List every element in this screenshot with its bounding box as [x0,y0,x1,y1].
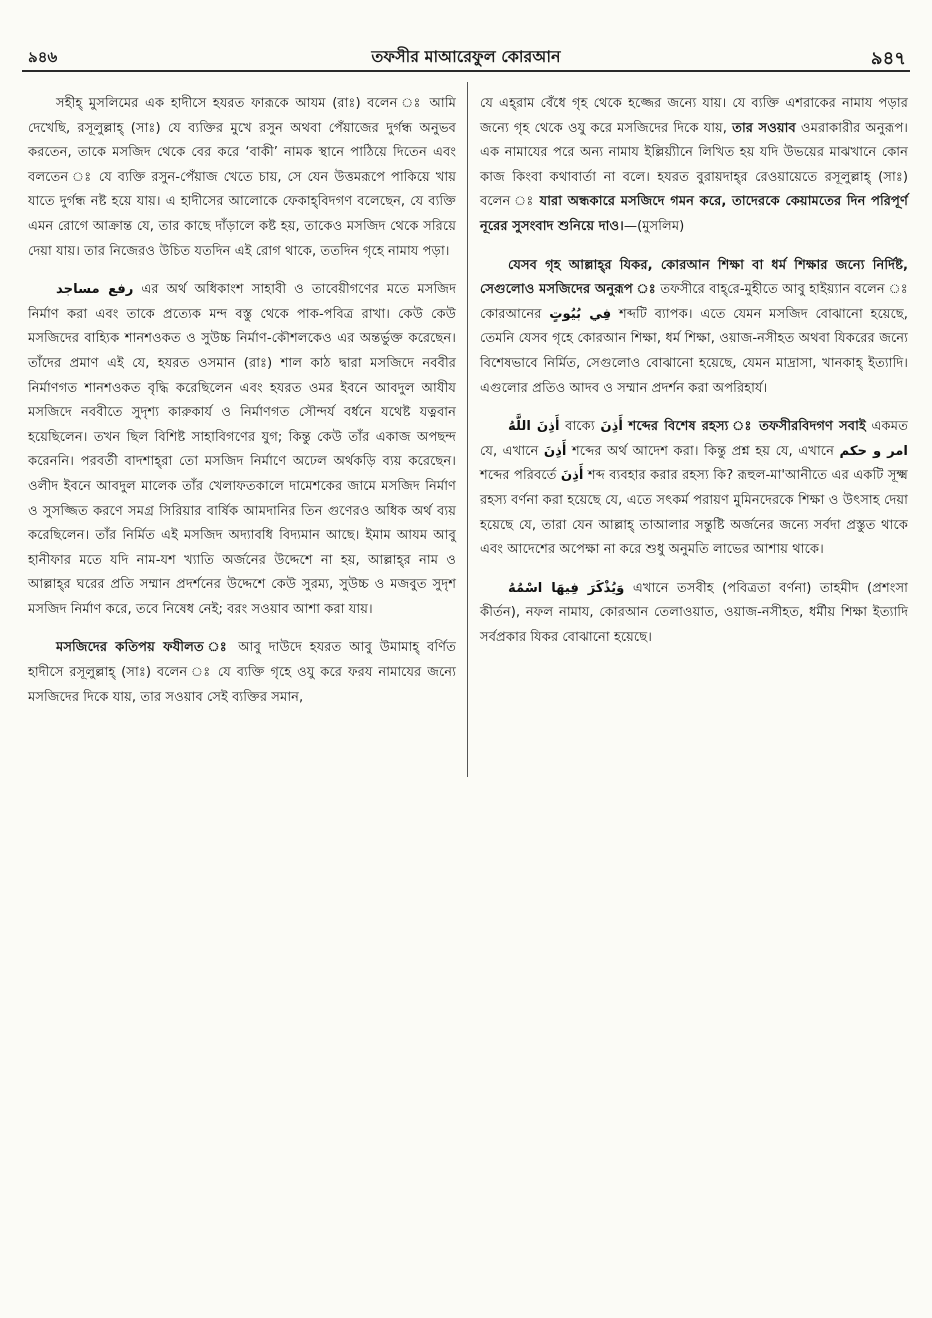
arabic-phrase: وَيُذْكَرَ فِيهَا اسْمُهُ [508,580,625,596]
page-header [22,42,910,72]
citation: —(মুসলিম) [623,218,685,234]
paragraph [480,577,908,651]
paragraph-text: শব্দের অর্থ আদেশ করা। কিন্তু প্রশ্ন হয় যে, এখানে [571,443,834,459]
paragraph [480,92,908,240]
header-rule [22,70,910,72]
paragraph-text: এর অর্থ অধিকাংশ সাহাবী ও তাবেয়ীগণের মতে মসজিদ নির্মাণ করা এবং তাকে প্রত্যেক মন্দ বস্তু থেকে পাক-পবিত্র রাখা। কেউ কেউ মসজিদের বাহ্যিক শানশওকত ও সুউচ্চ নির্মাণ-কৌশলকেও এর অন্তর্ভুক্ত করেছেন। তাঁদের প্রমাণ এই যে, হযরত ওসমান (রাঃ) শাল কাঠ দ্বারা মসজিদে নববীর নির্মাণগত শানশওকত বৃদ্ধি করেছিলেন এবং হযরত ওমর ইবনে আবদুল আযীয মসজিদে নববীতে সুদৃশ্য কারুকার্য ও নির্মাণগত সৌন্দর্য বর্ধনে যথেষ্ট যত্নবান হয়েছিলেন। তখন ছিল বিশিষ্ট সাহাবিগণের যুগ; কিন্তু কেউ তাঁর একাজ অপছন্দ করেননি। পরবর্তী বাদশাহ্‌রা তো মসজিদ নির্মাণে অঢেল অর্থকড়ি ব্যয় করেছেন। ওলীদ ইবনে আবদুল মালেক তাঁর খেলাফতকালে দামেশকের জামে মসজিদ নির্মাণ ও সুসজ্জিত করণে সমগ্র সিরিয়ার বার্ষিক আমদানির তিন গুণেরও অধিক অর্থ ব্যয় করেছিলেন। তাঁর নির্মিত এই মসজিদ অদ্যাবধি বিদ্যমান আছে। ইমাম আযম আবু হানীফার মতে যদি নাম-যশ খ্যাতি অর্জনের উদ্দেশে না হয়, আল্লাহ্‌র নাম ও আল্লাহ্‌র ঘরের প্রতি সম্মান প্রদর্শনের উদ্দেশে কেউ সুরম্য, সুউচ্চ ও মজবুত সুদৃশ মসজিদ নির্মাণ করে, তবে নিষেধ নেই; বরং সওয়াব আশা করা যায়। [28,282,456,617]
left-column [28,92,456,724]
column-divider [467,82,468,777]
paragraph-text: একমত যে, এখানে [480,419,908,459]
arabic-phrase: فِي بُيُوتٍ [549,306,612,322]
page-number-right: ৯৪৭ [870,48,906,69]
section-heading: যেসব গৃহ আল্লাহ্‌র যিকর, কোরআন শিক্ষা বা ধর্ম শিক্ষার জন্যে নির্দিষ্ট, সেগুলোও মসজিদের অনুরূপ ঃ [480,257,908,298]
emphasis-text: তার সওয়াব [732,120,796,136]
running-title: তফসীর মাআরেফুল কোরআন [371,47,561,66]
page-number-left: ৯৪৬ [28,48,58,66]
arabic-phrase: أَذِنَ [560,468,584,484]
paragraph: সহীহ্ মুসলিমের এক হাদীসে হযরত ফারূকে আযম (রাঃ) বলেন ঃ আমি দেখেছি, রসূলুল্লাহ্ (সাঃ) যে ব্যক্তির মুখে রসুন অথবা পেঁয়াজের দুর্গন্ধ অনুভব করতেন, তাকে মসজিদ থেকে বের করে ‘বাকী’ নামক স্থানে পাঠিয়ে দিতেন এবং বলতেন ঃ যে ব্যক্তি রসুন-পেঁয়াজ খেতে চায়, সে যেন উত্তমরূপে পাকিয়ে খায় যাতে দুর্গন্ধ নষ্ট হয়ে যায়। এ হাদীসের আলোকে ফেকাহ্‌বিদগণ বলেছেন, যে ব্যক্তি এমন রোগে আক্রান্ত যে, তার কাছে দাঁড়ালে কষ্ট হয়, তাকেও মসজিদ থেকে সরিয়ে দেয়া যায়। তার নিজেরও উচিত যতদিন এই রোগ থাকে, ততদিন গৃহে নামায পড়া। [28,96,456,259]
paragraph-text: শব্দটি ব্যাপক। এতে যেমন মসজিদ বোঝানো হয়েছে, তেমনি যেসব গৃহে কোরআন শিক্ষা, ধর্ম শিক্ষা, ওয়াজ-নসীহত অথবা যিকরের জন্যে বিশেষভাবে নির্মিত, সেগুলোও বোঝানো হয়েছে, যেমন মাদ্রাসা, খানকাহ্ ইত্যাদি। এগুলোর প্রতিও আদব ও সম্মান প্রদর্শন করা অপরিহার্য। [480,306,908,396]
section-heading: শব্দের বিশেষ রহস্য ঃ তফসীরবিদগণ সবাই [628,419,866,435]
paragraph-text: শব্দের পরিবর্তে [480,468,557,484]
paragraph-text: আবু দাউদে হযরত আবু উমামাহ্ বর্ণিত হাদীসে রসূলুল্লাহ্ (সাঃ) বলেন ঃ যে ব্যক্তি গৃহে ওযু করে ফরয নামাযের জন্যে মসজিদের দিকে যায়, তার সওয়াব সেই ব্যক্তির সমান, [28,640,456,705]
emphasis-text: যারা অন্ধকারে মসজিদে গমন করে, তাদেরকে কেয়ামতের দিন পরিপূর্ণ নূরের সুসংবাদ শুনিয়ে দাও। [480,194,908,234]
paragraph [480,415,908,563]
paragraph-text: শব্দ ব্যবহার করার রহস্য কি? রূহুল-মা'আনীতে এর একটি সূক্ষ্ম রহস্য বর্ণনা করা হয়েছে যে, এতে সৎকর্ম পরায়ণ মুমিনদেরকে শিক্ষা ও উৎসাহ দেয়া হয়েছে যে, তারা যেন আল্লাহ্ তাআলার সন্তুষ্টি অর্জনের জন্যে সর্বদা প্রস্তুত থাকে এবং আদেশের অপেক্ষা না করে শুধু অনুমতি লাভের আশায় থাকে। [480,468,908,558]
paragraph-text: এখানে তসবীহ (পবিত্রতা বর্ণনা) তাহমীদ (প্রশংসা কীর্তন), নফল নামায, কোরআন তেলাওয়াত, ওয়াজ-নসীহত, ধর্মীয় শিক্ষা ইত্যাদি সর্বপ্রকার যিকর বোঝানো হয়েছে। [480,580,909,645]
arabic-phrase: رفع مساجد [56,282,134,298]
section-heading: মসজিদের কতিপয় ফযীলত ঃ [56,640,231,656]
paragraph [28,636,456,710]
paragraph-text: বাক্যে [565,419,595,435]
arabic-phrase: أَذِنَ [600,419,623,435]
right-column [480,92,908,664]
paragraph [28,278,456,622]
paragraph-text: যে এহ্‌রাম বেঁধে গৃহ থেকে হজ্জের জন্যে যায়। যে ব্যক্তি এশরাকের নামায পড়ার জন্যে গৃহ থেকে ওযু করে মসজিদের দিকে যায়, [480,96,908,136]
paragraph-text: তফসীরে বাহ্‌রে-মুহীতে আবু হাইয়্যান বলেন ঃ কোরআনের [480,282,908,322]
arabic-phrase: أَذِنَ [543,443,567,459]
arabic-phrase: امر و حكم [839,443,908,459]
arabic-phrase: أَذِنَ اللَّهُ [508,419,560,435]
paragraph-text: ওমরাকারীর অনুরূপ। এক নামাযের পরে অন্য নামায ইল্লিয়্যীনে লিখিত হয় যদি উভয়ের মাঝখানে কোন কাজ কিংবা কথাবার্তা না বলে। হযরত বুরায়দাহ্‌র রেওয়ায়েতে রসূলুল্লাহ্ (সাঃ) বলেন ঃ [480,120,908,210]
paragraph [480,254,908,402]
